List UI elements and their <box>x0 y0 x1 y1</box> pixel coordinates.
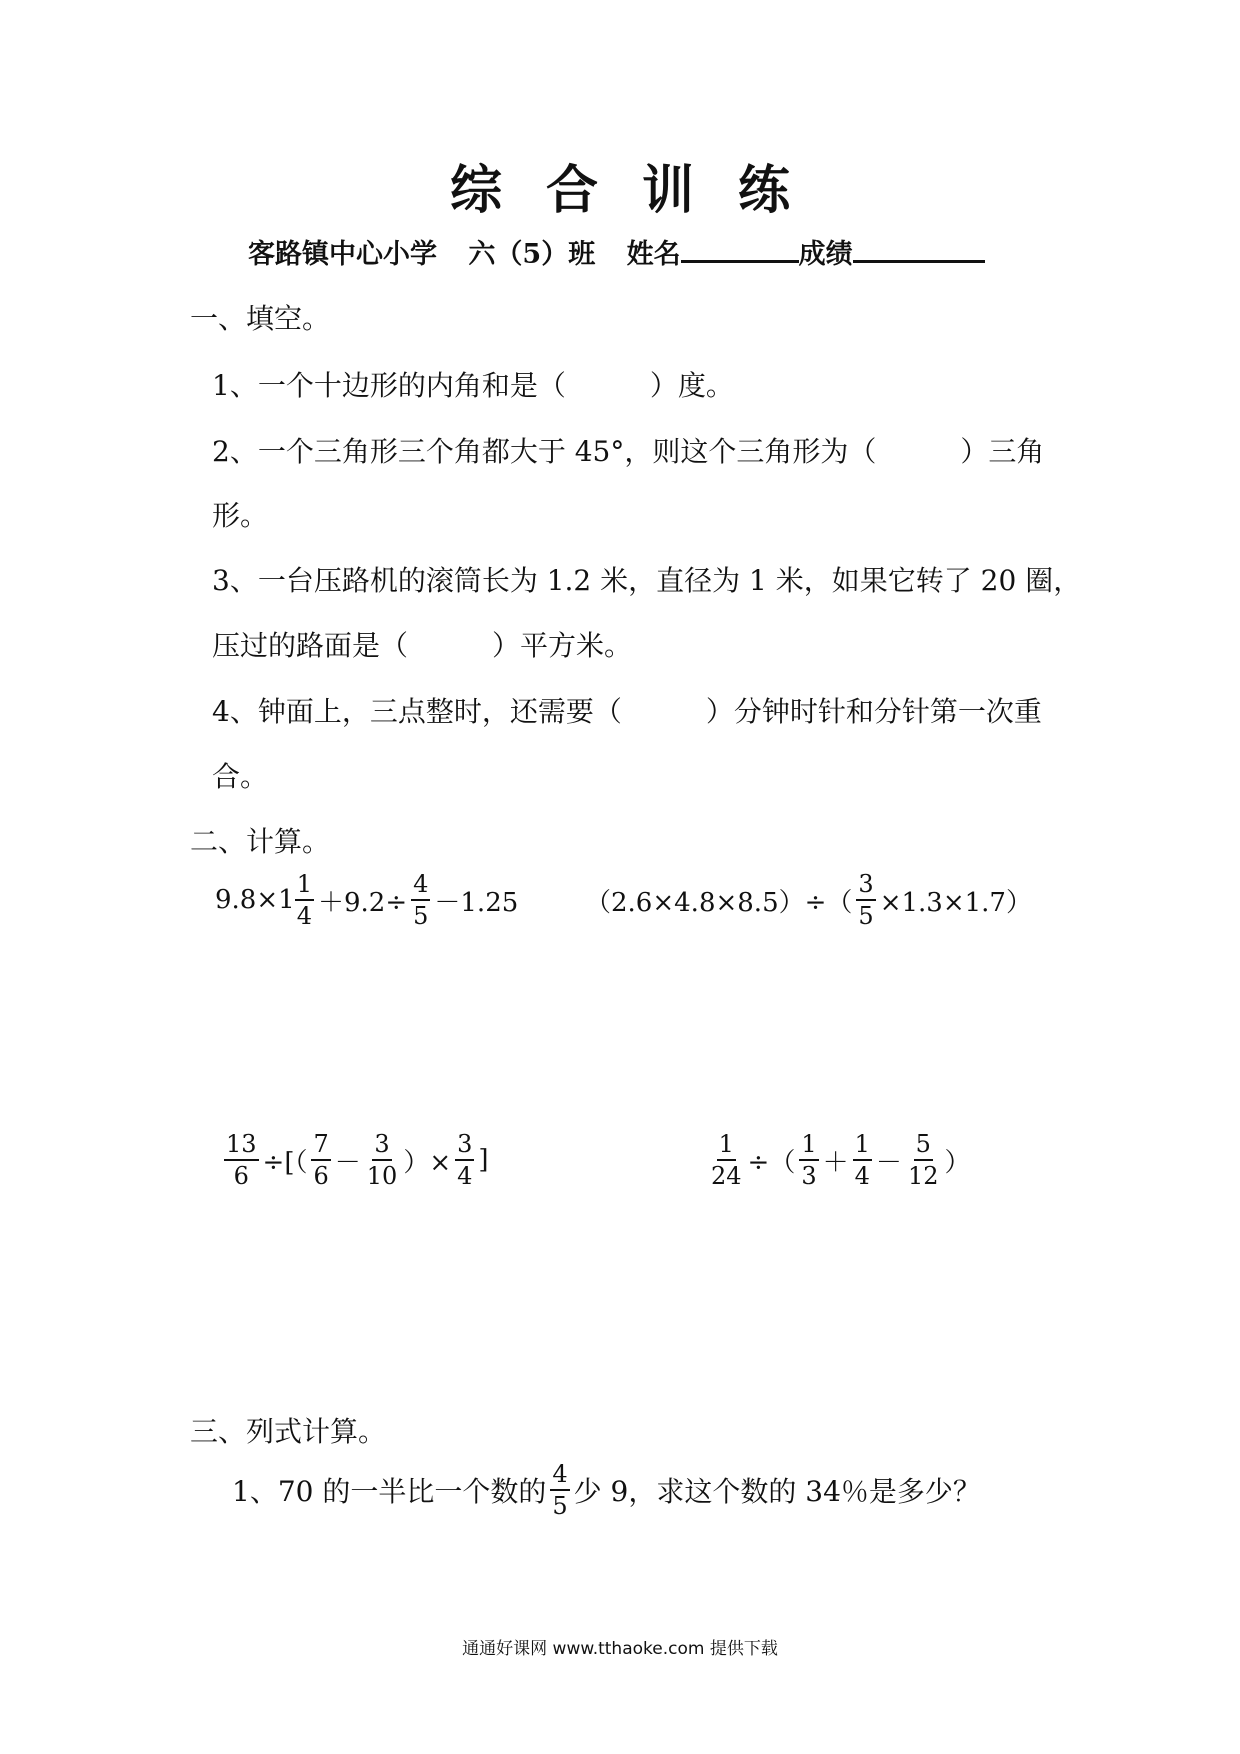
fraction: $\frac{7}{6}$ <box>313 1130 329 1190</box>
question-1-3: 3、一台压路机的滚筒长为 1.2 米，直径为 1 米，如果它转了 20 圈， <box>212 564 1082 597</box>
expr-text: ÷[（ <box>262 1147 308 1178</box>
section-3-heading: 三、列式计算。 <box>190 1415 387 1448</box>
expr-text: ） <box>944 1147 971 1178</box>
fraction: $\frac{1}{3}$ <box>801 1130 817 1190</box>
expr-text: ×1.3×1.7） <box>879 887 1032 918</box>
expression-4 <box>705 1132 971 1188</box>
expr-text: 1、70 的一半比一个数的 <box>232 1475 547 1508</box>
name-blank[interactable] <box>681 238 799 263</box>
score-label: 成绩 <box>798 239 853 270</box>
expr-text: ＋9.2÷ <box>317 887 408 918</box>
expression-2 <box>585 872 1032 928</box>
expr-text: － <box>875 1147 902 1178</box>
fraction: $\frac{3}{4}$ <box>457 1130 473 1190</box>
class-label: 六（5）班 <box>468 239 596 270</box>
title-char: 合 <box>545 160 598 221</box>
expr-text: 9.8×1 <box>215 885 295 915</box>
fraction: $\frac{13}{6}$ <box>226 1130 257 1190</box>
expr-text: ）× <box>403 1147 452 1178</box>
footer-credit: 通通好课网 www.tthaoke.com 提供下载 <box>462 1639 778 1659</box>
question-1-2-cont: 形。 <box>212 499 269 532</box>
expression-1 <box>215 872 518 928</box>
fraction: $\frac{3}{5}$ <box>858 870 874 930</box>
expr-text: ÷（ <box>747 1147 796 1178</box>
expr-text: ] <box>478 1145 489 1175</box>
name-label: 姓名 <box>626 239 681 270</box>
score-blank[interactable] <box>853 238 985 263</box>
expr-text: 少 9，求这个数的 34％是多少？ <box>573 1475 981 1508</box>
question-1-2: 2、一个三角形三个角都大于 45°，则这个三角形为（ ）三角 <box>212 435 1045 468</box>
header-info <box>248 232 985 271</box>
fraction: $\frac{1}{4}$ <box>854 1130 870 1190</box>
expr-text: （2.6×4.8×8.5）÷（ <box>585 887 853 918</box>
fraction: $\frac{3}{10}$ <box>366 1130 398 1190</box>
question-3-1 <box>232 1462 981 1518</box>
question-1-4: 4、钟面上，三点整时，还需要（ ）分钟时针和分针第一次重 <box>212 695 1042 728</box>
title-char: 训 <box>642 160 695 221</box>
question-1-1: 1、一个十边形的内角和是（ ）度。 <box>212 369 734 402</box>
section-2-heading: 二、计算。 <box>190 825 331 858</box>
fraction: $\frac{1}{24}$ <box>711 1130 742 1190</box>
fraction: $\frac{4}{5}$ <box>413 870 429 930</box>
section-1-heading: 一、填空。 <box>190 302 331 335</box>
question-1-4-cont: 合。 <box>212 760 269 793</box>
fraction: $\frac{1}{4}$ <box>296 870 312 930</box>
page-title <box>0 148 1240 223</box>
expr-text: ＋ <box>822 1147 849 1178</box>
school-name: 客路镇中心小学 <box>248 239 437 270</box>
expr-text: －1.25 <box>434 887 519 918</box>
title-char: 综 <box>449 160 502 221</box>
expression-3 <box>220 1132 489 1188</box>
expr-text: － <box>334 1147 361 1178</box>
title-char: 练 <box>738 160 791 221</box>
question-1-3-cont: 压过的路面是（ ）平方米。 <box>212 629 633 662</box>
fraction: $\frac{4}{5}$ <box>552 1460 568 1520</box>
fraction: $\frac{5}{12}$ <box>907 1130 939 1190</box>
